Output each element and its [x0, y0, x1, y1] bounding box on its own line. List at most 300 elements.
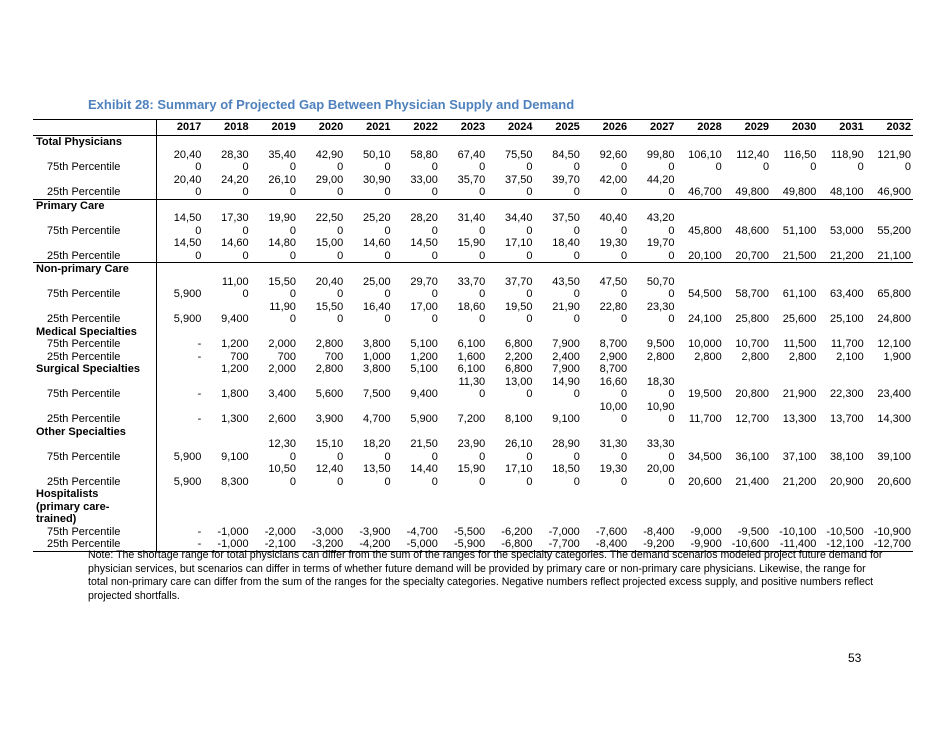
value-cell: 0: [337, 249, 344, 262]
value-cell: 15,50: [268, 275, 296, 288]
value-cell: 15,50: [315, 300, 344, 313]
value-cell: 0: [479, 224, 486, 237]
value-cell: 12,700: [735, 413, 770, 425]
value-cell: -3,000: [312, 525, 344, 538]
value-cell: 19,50: [504, 300, 533, 313]
value-cell: [818, 363, 865, 376]
value-cell: [393, 136, 440, 149]
value-cell: 15,10: [315, 438, 344, 450]
value-cell: [203, 438, 250, 451]
value-cell: 0: [526, 313, 533, 325]
value-cell: -10,100: [779, 525, 817, 538]
value-cell: 11,500: [783, 338, 817, 350]
value-cell: [724, 488, 771, 501]
value-cell: 0: [289, 450, 296, 463]
value-cell: 26,10: [268, 173, 296, 186]
value-cell: 1,200: [221, 338, 249, 350]
year-header: 2021: [345, 120, 392, 136]
value-cell: 25,00: [363, 275, 391, 288]
value-cell: [203, 326, 250, 339]
value-cell: 0: [668, 413, 675, 425]
value-cell: 14,40: [410, 463, 438, 475]
value-cell: [866, 376, 913, 389]
value-cell: 19,30: [599, 237, 628, 249]
year-header: 2018: [203, 120, 250, 136]
value-cell: [676, 237, 723, 250]
value-cell: [156, 463, 203, 476]
row-label: [33, 301, 156, 314]
table-row: [33, 388, 913, 401]
value-cell: [866, 199, 913, 212]
value-cell: 46,900: [877, 186, 911, 198]
value-cell: [866, 463, 913, 476]
value-cell: 0: [384, 475, 391, 488]
value-cell: 10,50: [268, 463, 296, 475]
value-cell: [771, 438, 818, 451]
value-cell: [251, 426, 298, 439]
value-cell: 0: [156, 225, 203, 238]
value-cell: [818, 136, 865, 149]
value-cell: 20,100: [688, 249, 722, 262]
value-cell: [676, 488, 723, 501]
table-row: [33, 174, 913, 187]
value-cell: [818, 263, 865, 276]
year-header: 2032: [866, 120, 913, 136]
value-cell: [156, 426, 203, 439]
value-cell: 0: [762, 161, 770, 173]
value-cell: [251, 136, 298, 149]
value-cell: 0: [621, 388, 628, 400]
value-cell: 3,800: [363, 338, 391, 350]
value-cell: 31,40: [457, 212, 486, 224]
value-cell: [203, 426, 250, 439]
value-cell: [203, 301, 250, 314]
value-cell: 0: [431, 288, 438, 300]
value-cell: [866, 326, 913, 339]
value-cell: 0: [479, 186, 486, 198]
value-cell: 48,100: [830, 186, 864, 198]
value-cell: [629, 199, 676, 212]
table-row: [33, 426, 913, 439]
value-cell: [724, 263, 771, 276]
value-cell: 0: [621, 450, 628, 463]
value-cell: [724, 326, 771, 339]
value-cell: 37,70: [504, 275, 533, 288]
value-cell: -9,500: [737, 525, 770, 538]
row-label: [33, 212, 156, 225]
value-cell: [771, 212, 818, 225]
year-header: 2026: [582, 120, 629, 136]
value-cell: [535, 263, 582, 276]
value-cell: 121,90: [877, 148, 911, 161]
value-cell: 13,300: [782, 413, 817, 425]
value-cell: [345, 263, 392, 276]
value-cell: -10,500: [826, 525, 864, 538]
value-cell: 10,000: [688, 338, 722, 350]
year-header: 2023: [440, 120, 487, 136]
category-label: Non-primary Care: [33, 263, 156, 276]
value-cell: 0: [526, 388, 533, 400]
value-cell: 14,50: [156, 212, 203, 225]
value-cell: 1,800: [221, 388, 249, 400]
value-cell: 47,50: [599, 275, 628, 288]
value-cell: 61,100: [782, 288, 817, 300]
row-label: [33, 438, 156, 451]
value-cell: [866, 276, 913, 289]
value-cell: 0: [431, 313, 438, 325]
value-cell: [345, 199, 392, 212]
value-cell: 700: [230, 350, 249, 363]
value-cell: -: [156, 351, 203, 364]
value-cell: 0: [289, 313, 296, 325]
value-cell: 34,40: [504, 212, 533, 224]
value-cell: [440, 513, 487, 526]
value-cell: 7,900: [552, 338, 580, 350]
value-cell: 13,00: [504, 375, 533, 388]
year-header: 2028: [676, 120, 723, 136]
value-cell: [582, 513, 629, 526]
value-cell: [676, 401, 723, 414]
value-cell: [676, 301, 723, 314]
row-label: 25th Percentile: [47, 475, 121, 488]
value-cell: 13,700: [830, 413, 864, 425]
value-cell: [771, 363, 818, 376]
value-cell: -10,600: [724, 538, 771, 551]
value-cell: 39,100: [877, 450, 911, 463]
value-cell: 0: [242, 161, 249, 173]
value-cell: [629, 513, 676, 526]
value-cell: [156, 488, 203, 501]
value-cell: 23,400: [877, 388, 911, 400]
value-cell: 5,900: [410, 413, 438, 425]
value-cell: [156, 136, 203, 149]
value-cell: 2,800: [646, 350, 675, 363]
value-cell: 0: [479, 475, 486, 488]
value-cell: -5,500: [453, 525, 486, 538]
value-cell: [345, 488, 392, 501]
value-cell: 0: [621, 313, 628, 325]
value-cell: 0: [289, 186, 296, 198]
value-cell: 50,10: [363, 148, 391, 161]
value-cell: -2,100: [251, 538, 298, 551]
row-label: 75th Percentile: [47, 388, 121, 400]
value-cell: 12,40: [315, 463, 344, 475]
value-cell: 11,90: [269, 300, 296, 313]
value-cell: 0: [526, 161, 533, 173]
table-header-row: [33, 120, 913, 136]
value-cell: 5,900: [156, 476, 203, 489]
gap-table-container: [33, 119, 913, 552]
value-cell: [582, 326, 629, 339]
value-cell: 14,80: [268, 237, 296, 249]
value-cell: [487, 326, 534, 339]
page-number: 53: [848, 651, 862, 665]
value-cell: 0: [384, 288, 391, 300]
table-row: [33, 186, 913, 199]
value-cell: 700: [324, 350, 344, 363]
value-cell: 25,20: [363, 212, 391, 224]
value-cell: [866, 501, 913, 514]
value-cell: 21,200: [782, 475, 817, 488]
value-cell: 37,100: [782, 450, 817, 463]
value-cell: -10,900: [873, 525, 911, 538]
value-cell: [156, 301, 203, 314]
value-cell: [203, 199, 250, 212]
value-cell: -: [156, 538, 203, 551]
value-cell: 2,800: [788, 350, 817, 363]
value-cell: 6,800: [504, 363, 533, 375]
value-cell: 4,700: [363, 413, 391, 425]
table-row: [33, 513, 913, 526]
value-cell: 14,300: [877, 413, 911, 425]
value-cell: 0: [668, 161, 675, 173]
value-cell: [818, 326, 865, 339]
value-cell: 20,700: [735, 249, 770, 262]
value-cell: 0: [479, 450, 486, 463]
value-cell: 17,10: [504, 237, 533, 249]
year-header: 2017: [156, 120, 203, 136]
value-cell: [203, 136, 250, 149]
value-cell: 9,500: [646, 338, 675, 350]
value-cell: [582, 199, 629, 212]
value-cell: 28,90: [552, 438, 580, 450]
value-cell: 17,10: [504, 463, 533, 475]
value-cell: [866, 426, 913, 439]
value-cell: 0: [337, 186, 344, 198]
value-cell: [818, 199, 865, 212]
value-cell: 0: [668, 249, 675, 262]
value-cell: 5,900: [156, 288, 203, 301]
value-cell: [582, 488, 629, 501]
category-label: Primary Care: [33, 199, 156, 212]
value-cell: 14,60: [221, 237, 249, 249]
value-cell: 0: [573, 313, 580, 325]
value-cell: 7,200: [457, 413, 486, 425]
value-cell: [676, 363, 723, 376]
value-cell: 10,00: [599, 400, 628, 413]
value-cell: 0: [289, 475, 296, 488]
value-cell: 0: [668, 313, 675, 325]
value-cell: [771, 326, 818, 339]
value-cell: 75,50: [504, 148, 533, 161]
value-cell: 23,90: [457, 438, 486, 450]
value-cell: 0: [242, 288, 249, 300]
value-cell: 18,60: [457, 300, 486, 313]
value-cell: [676, 174, 723, 187]
value-cell: 15,90: [457, 463, 486, 475]
table-row: [33, 288, 913, 301]
value-cell: 21,900: [782, 388, 817, 400]
value-cell: [345, 326, 392, 339]
row-label: 75th Percentile: [47, 224, 121, 237]
year-header: 2019: [251, 120, 298, 136]
table-row: [33, 351, 913, 364]
value-cell: 2,200: [504, 350, 533, 363]
year-header: 2020: [298, 120, 345, 136]
value-cell: 43,50: [552, 275, 580, 288]
value-cell: 0: [526, 450, 533, 463]
value-cell: [535, 326, 582, 339]
value-cell: 9,400: [410, 388, 438, 400]
subcategory-label: Other Specialties: [36, 425, 126, 438]
value-cell: [251, 401, 298, 414]
value-cell: 39,70: [552, 173, 580, 186]
value-cell: 0: [621, 288, 628, 300]
year-header: 2031: [818, 120, 865, 136]
table-row: [33, 313, 913, 326]
value-cell: 31,30: [599, 438, 628, 450]
value-cell: [724, 501, 771, 514]
value-cell: -9,200: [629, 538, 676, 551]
value-cell: 0: [479, 313, 486, 325]
value-cell: [251, 513, 298, 526]
value-cell: [629, 363, 676, 376]
value-cell: 21,100: [877, 249, 911, 262]
value-cell: 67,40: [457, 148, 486, 161]
value-cell: 26,10: [504, 438, 533, 450]
value-cell: [203, 513, 250, 526]
value-cell: [251, 199, 298, 212]
value-cell: 19,70: [646, 237, 675, 249]
value-cell: 8,300: [221, 475, 249, 488]
value-cell: -9,900: [676, 538, 723, 551]
value-cell: [203, 463, 250, 476]
value-cell: 22,300: [830, 388, 864, 400]
value-cell: 0: [479, 288, 486, 300]
value-cell: 40,40: [599, 212, 628, 224]
value-cell: 0: [384, 161, 391, 173]
value-cell: [487, 426, 534, 439]
value-cell: [771, 488, 818, 501]
value-cell: 30,90: [363, 173, 391, 186]
table-row: [33, 225, 913, 238]
value-cell: [393, 376, 440, 389]
value-cell: 2,800: [741, 350, 770, 363]
value-cell: 5,900: [156, 313, 203, 326]
value-cell: 0: [668, 475, 675, 488]
value-cell: 28,20: [410, 212, 438, 224]
value-cell: 112,40: [736, 148, 770, 161]
value-cell: 18,50: [552, 463, 580, 475]
value-cell: 24,100: [688, 313, 722, 325]
value-cell: [156, 276, 203, 289]
value-cell: 8,100: [504, 413, 533, 425]
value-cell: 0: [479, 249, 486, 262]
value-cell: [582, 426, 629, 439]
value-cell: 19,30: [599, 463, 628, 475]
subcategory-label: Surgical Specialties: [36, 363, 140, 375]
value-cell: [676, 438, 723, 451]
value-cell: 0: [156, 250, 203, 263]
value-cell: 2,000: [268, 338, 296, 350]
value-cell: 2,900: [599, 350, 628, 363]
value-cell: 20,600: [688, 475, 722, 488]
value-cell: [156, 363, 203, 376]
value-cell: 118,90: [830, 148, 864, 161]
value-cell: 106,10: [688, 148, 722, 161]
value-cell: 25,100: [830, 313, 864, 325]
value-cell: 0: [668, 388, 675, 400]
table-note: Note: The shortage range for total physicians can differ from the sum of the ranges for the specialty categories. The demand scenarios modeled project future demand for physician services, but scenarios can differ in terms of whether future demand will be provided by primary care or non-primary care physicians. Likewise, the range for total non-primary care can differ from the sum of the ranges for the specialty categories. Negative numbers reflect projected excess supply, and positive numbers reflect projected shortfalls.: [88, 549, 883, 602]
value-cell: [866, 363, 913, 376]
value-cell: [298, 501, 345, 514]
value-cell: 21,200: [830, 249, 864, 262]
value-cell: [251, 326, 298, 339]
value-cell: [345, 513, 392, 526]
value-cell: 34,500: [688, 450, 722, 463]
value-cell: [724, 363, 771, 376]
value-cell: [440, 401, 487, 414]
value-cell: 42,00: [599, 173, 628, 186]
value-cell: 53,000: [830, 224, 864, 237]
value-cell: 7,500: [363, 388, 391, 400]
value-cell: -5,900: [440, 538, 487, 551]
value-cell: [440, 501, 487, 514]
value-cell: [676, 199, 723, 212]
value-cell: [629, 426, 676, 439]
value-cell: 17,30: [221, 212, 249, 224]
value-cell: 51,100: [782, 224, 817, 237]
value-cell: 0: [573, 475, 580, 488]
value-cell: 0: [621, 475, 628, 488]
value-cell: -3,200: [298, 538, 345, 551]
value-cell: -: [156, 526, 203, 539]
value-cell: -4,200: [345, 538, 392, 551]
value-cell: 9,100: [221, 450, 249, 463]
value-cell: [345, 501, 392, 514]
value-cell: 17,00: [410, 300, 438, 313]
value-cell: [535, 136, 582, 149]
value-cell: [629, 136, 676, 149]
value-cell: [251, 263, 298, 276]
value-cell: 11,30: [458, 375, 486, 388]
value-cell: [818, 426, 865, 439]
row-label: 25th Percentile: [47, 186, 121, 198]
value-cell: 33,70: [457, 275, 486, 288]
value-cell: 0: [526, 288, 533, 300]
value-cell: 0: [384, 224, 391, 237]
value-cell: 50,70: [646, 275, 675, 288]
value-cell: 2,800: [315, 338, 344, 350]
value-cell: [866, 513, 913, 526]
value-cell: 5,100: [410, 363, 438, 375]
value-cell: 23,30: [646, 300, 675, 313]
year-header: 2024: [487, 120, 534, 136]
value-cell: -: [156, 338, 203, 351]
value-cell: [771, 463, 818, 476]
value-cell: [440, 326, 487, 339]
value-cell: 0: [573, 161, 580, 173]
value-cell: [156, 199, 203, 212]
value-cell: [345, 401, 392, 414]
value-cell: [298, 376, 345, 389]
value-cell: [393, 426, 440, 439]
value-cell: [393, 401, 440, 414]
value-cell: 0: [573, 450, 580, 463]
value-cell: [535, 426, 582, 439]
value-cell: [440, 426, 487, 439]
value-cell: [818, 438, 865, 451]
value-cell: [676, 263, 723, 276]
value-cell: [866, 301, 913, 314]
value-cell: [724, 276, 771, 289]
category-label: Total Physicians: [33, 136, 156, 149]
gap-table: [33, 119, 913, 552]
row-label: [33, 463, 156, 476]
value-cell: 700: [277, 350, 296, 363]
value-cell: [156, 513, 203, 526]
value-cell: 0: [668, 288, 675, 300]
